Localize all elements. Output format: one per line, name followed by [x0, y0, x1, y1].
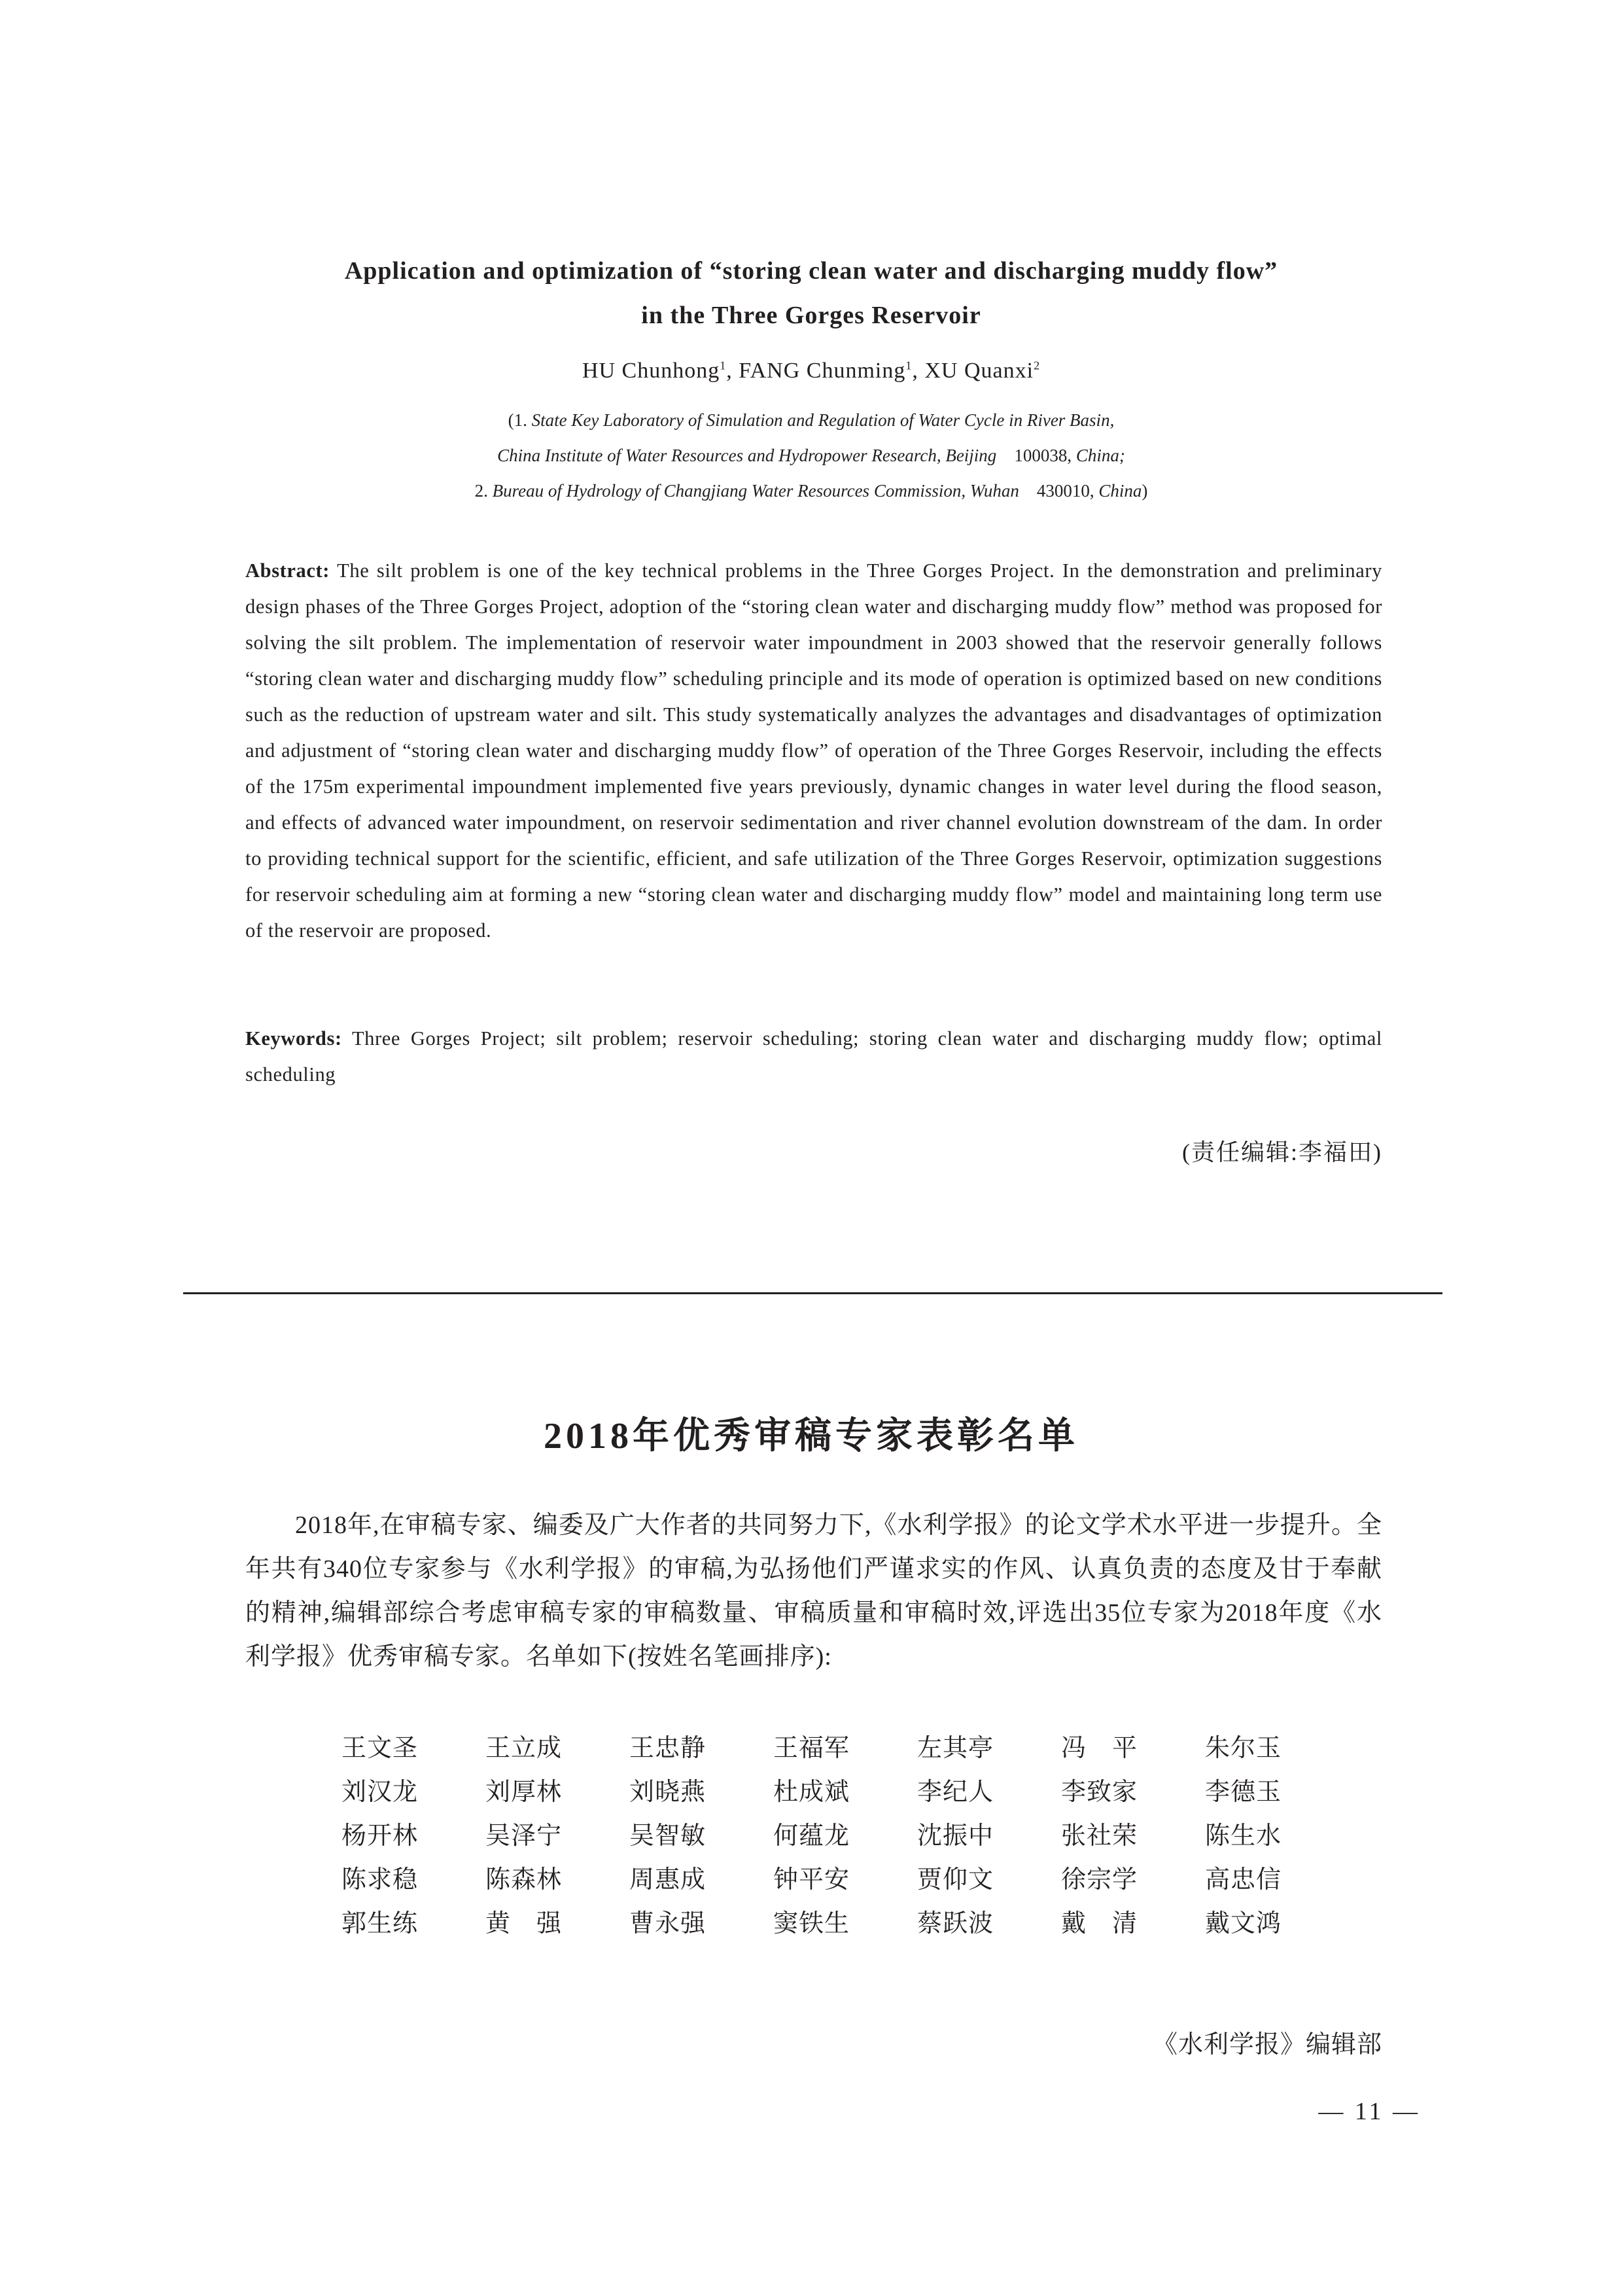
- title-line-2: in the Three Gorges Reservoir: [641, 302, 981, 329]
- author-name: XU Quanxi: [924, 359, 1034, 383]
- author-name: FANG Chunming: [739, 359, 906, 383]
- affiliation-text: Bureau of Hydrology of Changjiang Water Resources Commission, Wuhan: [492, 481, 1019, 501]
- page-number: — 11 —: [1318, 2098, 1420, 2125]
- keywords-text: Three Gorges Project; silt problem; reservoir scheduling; storing clean water and discharging muddy flow; optimal scheduling: [245, 1027, 1382, 1086]
- affiliation-text: China Institute of Water Resources and Hydropower Research, Beijing: [497, 446, 997, 465]
- section-divider: [183, 1292, 1442, 1294]
- reviewer-name: 冯 平: [1061, 1735, 1138, 1762]
- reviewer-name: 钟平安: [773, 1866, 850, 1894]
- award-notice-body: 2018年,在审稿专家、编委及广大作者的共同努力下,《水利学报》的论文学术水平进一步提升。全年共有340位专家参与《水利学报》的审稿,为弘扬他们严谨求实的作风、认真负责的态度及甘于奉献的精神,编辑部综合考虑审稿专家的审稿数量、审稿质量和审稿时效,评选出35位专家为2018年度《水利学报》优秀审稿专家。名单如下(按姓名笔画排序):: [245, 1511, 1382, 1670]
- reviewer-name: 左其亭: [917, 1735, 994, 1762]
- reviewer-name: 贾仰文: [917, 1866, 994, 1894]
- reviewer-name: 刘晓燕: [629, 1778, 707, 1806]
- keywords: [245, 1021, 1382, 1093]
- reviewer-name: 窦铁生: [773, 1910, 850, 1937]
- reviewer-name: 吴泽宁: [485, 1822, 563, 1850]
- author-separator: ,: [726, 359, 739, 383]
- reviewer-name: 刘汉龙: [341, 1778, 419, 1806]
- table-row: [341, 1855, 1349, 1899]
- reviewer-name: 何蕴龙: [773, 1822, 850, 1850]
- table-row: [341, 1899, 1349, 1943]
- responsible-editor-note: (责任编辑:李福田): [1182, 1139, 1382, 1165]
- english-article-title: [196, 249, 1426, 338]
- reviewer-name: 杜成斌: [773, 1778, 850, 1806]
- title-line-1: Application and optimization of “storing clean water and discharging muddy flow”: [344, 257, 1278, 285]
- affiliation-line-1: [196, 402, 1426, 438]
- reviewer-name: 李纪人: [917, 1778, 994, 1806]
- reviewer-name: 陈森林: [485, 1866, 563, 1894]
- affiliation-text: State Key Laboratory of Simulation and Regulation of Water Cycle in River Basin,: [531, 410, 1115, 430]
- affiliation-open-paren: (: [508, 410, 514, 430]
- reviewer-name: 郭生练: [341, 1910, 419, 1937]
- affiliation-country: China: [1098, 481, 1142, 501]
- reviewer-name: 王文圣: [341, 1735, 419, 1762]
- affiliation-number: 2.: [474, 481, 493, 501]
- abstract: [245, 553, 1382, 949]
- author-affiliation-mark: 2: [1034, 359, 1041, 372]
- abstract-label: Abstract:: [245, 559, 330, 582]
- table-row: [341, 1723, 1349, 1767]
- author-separator: ,: [912, 359, 925, 383]
- reviewer-name: 高忠信: [1205, 1866, 1282, 1894]
- reviewer-name: 黄 强: [485, 1910, 563, 1937]
- affiliation-number: 1.: [514, 410, 532, 430]
- abstract-text: The silt problem is one of the key technical problems in the Three Gorges Project. In the demonstration and preliminary design phases of the Three Gorges Project, adoption of the “storing clean water and discharging muddy flow” method was proposed for solving the silt problem. The implementation of reservoir water impoundment in 2003 showed that the reservoir generally follows “storing clean water and discharging muddy flow” scheduling principle and its mode of operation is optimized based on new conditions such as the reduction of upstream water and silt. This study systematically analyzes the advantages and disadvantages of optimization and adjustment of “storing clean water and discharging muddy flow” of operation of the Three Gorges Reservoir, including the effects of the 175m experimental impoundment implemented five years previously, dynamic changes in water level during the flood season, and effects of advanced water impoundment, on reservoir sedimentation and river channel evolution downstream of the dam. In order to providing technical support for the scientific, efficient, and safe utilization of the Three Gorges Reservoir, optimization suggestions for reservoir scheduling aim at forming a new “storing clean water and discharging muddy flow” model and maintaining long term use of the reservoir are proposed.: [245, 559, 1382, 942]
- author-affiliation-mark: 1: [720, 359, 727, 372]
- reviewer-name: 曹永强: [629, 1910, 707, 1937]
- reviewer-name: 张社荣: [1061, 1822, 1138, 1850]
- affiliation-line-3: [196, 473, 1426, 508]
- reviewer-name: 李致家: [1061, 1778, 1138, 1806]
- reviewer-name: 周惠成: [629, 1866, 707, 1894]
- reviewer-name: 刘厚林: [485, 1778, 563, 1806]
- affiliations: [196, 402, 1426, 508]
- reviewer-name: 李德玉: [1205, 1778, 1282, 1806]
- reviewer-name-table: [341, 1723, 1349, 1943]
- table-row: [341, 1811, 1349, 1855]
- reviewer-name: 吴智敏: [629, 1822, 707, 1850]
- author-affiliation-mark: 1: [905, 359, 913, 372]
- reviewer-name: 杨开林: [341, 1822, 419, 1850]
- reviewer-name: 王忠静: [629, 1735, 707, 1762]
- reviewer-name: 王立成: [485, 1735, 563, 1762]
- author-name: HU Chunhong: [582, 359, 720, 383]
- editorial-office-signature: 《水利学报》编辑部: [1152, 2031, 1382, 2058]
- affiliation-close-paren: ): [1142, 481, 1148, 501]
- affiliation-line-2: [196, 438, 1426, 473]
- postal-code: 100038,: [1014, 446, 1076, 465]
- author-list: [196, 359, 1426, 383]
- reviewer-name: 陈求稳: [341, 1866, 419, 1894]
- reviewer-name: 朱尔玉: [1205, 1735, 1282, 1762]
- reviewer-name: 陈生水: [1205, 1822, 1282, 1850]
- keywords-label: Keywords:: [245, 1027, 342, 1050]
- reviewer-name: 戴 清: [1061, 1910, 1138, 1937]
- table-row: [341, 1767, 1349, 1811]
- reviewer-name: 戴文鸿: [1205, 1910, 1282, 1937]
- award-notice-title: 2018年优秀审稿专家表彰名单: [544, 1416, 1079, 1457]
- reviewer-name: 沈振中: [917, 1822, 994, 1850]
- reviewer-name: 王福军: [773, 1735, 850, 1762]
- reviewer-name: 蔡跃波: [917, 1910, 994, 1937]
- postal-code: 430010,: [1036, 481, 1099, 501]
- affiliation-country: China;: [1075, 446, 1125, 465]
- reviewer-name: 徐宗学: [1061, 1866, 1138, 1894]
